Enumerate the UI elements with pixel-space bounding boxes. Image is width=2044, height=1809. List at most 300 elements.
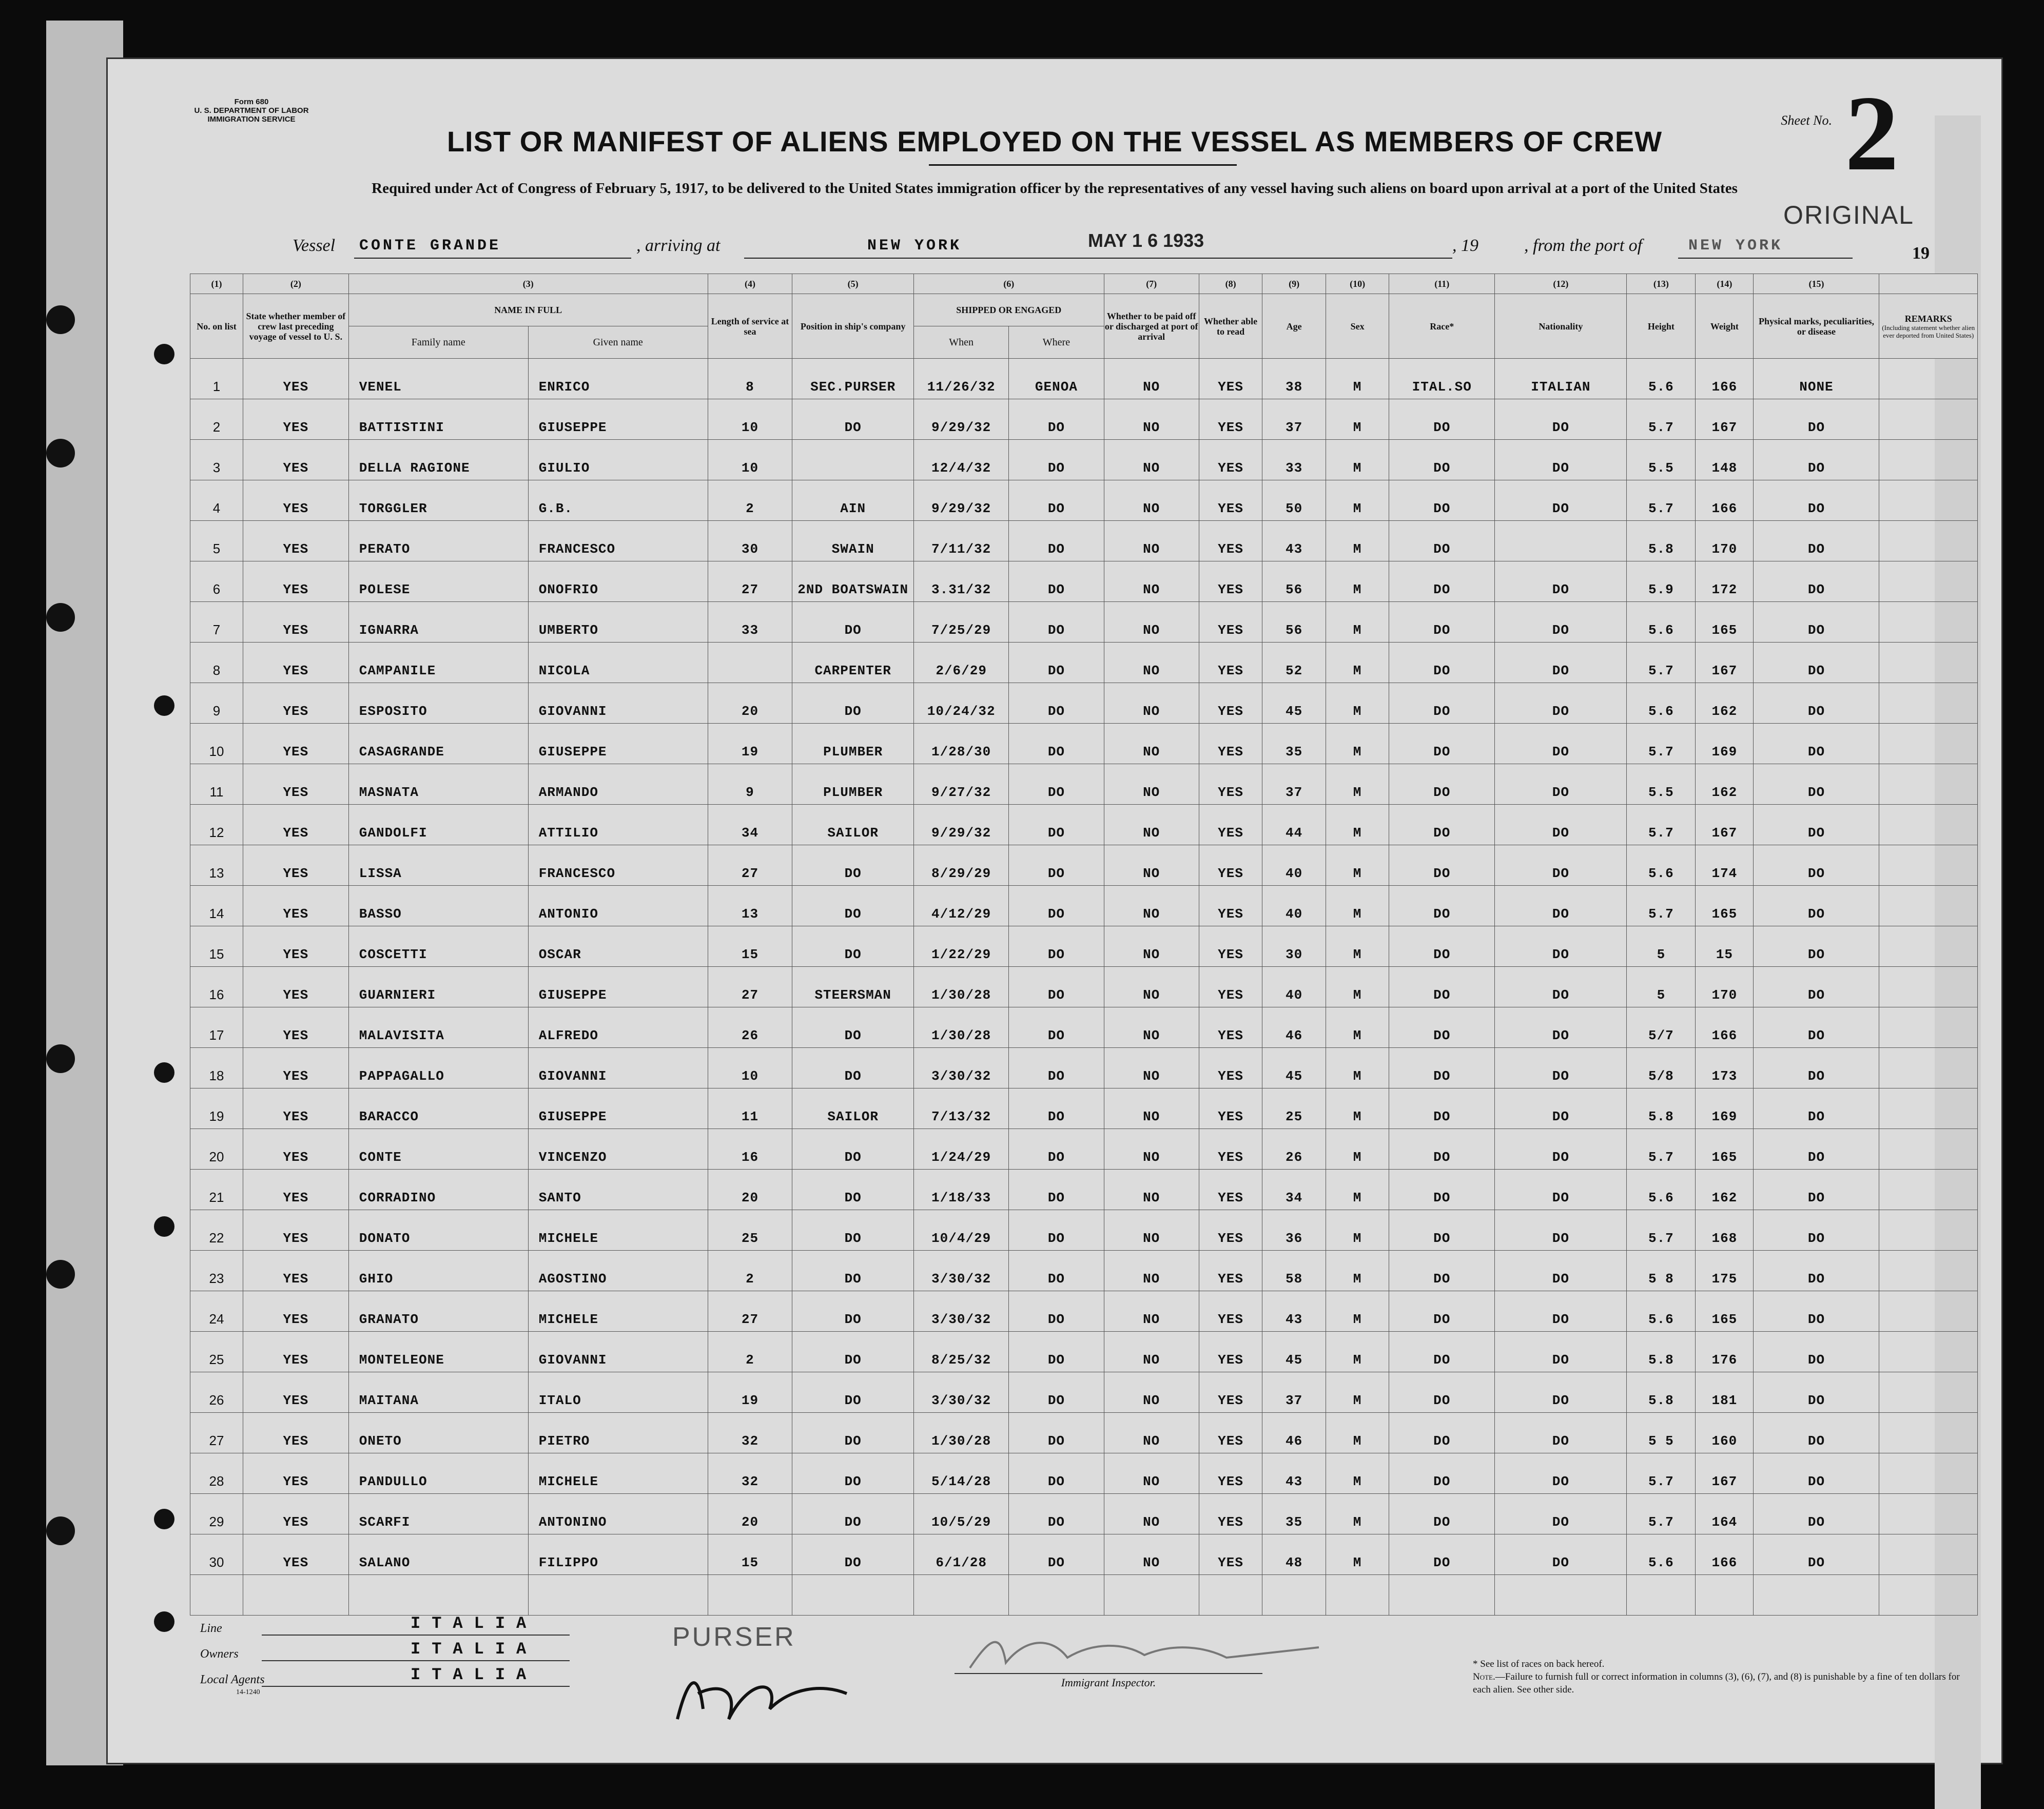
- shipped-when-cell: 4/12/29: [914, 886, 1009, 926]
- height-cell: 5: [1627, 926, 1696, 967]
- purser-stamp: PURSER: [672, 1622, 796, 1652]
- sex-cell: M: [1326, 1291, 1389, 1332]
- position-cell: DO: [792, 1453, 914, 1494]
- weight-cell: 169: [1696, 724, 1754, 764]
- shipped-where-cell: DO: [1009, 1007, 1104, 1048]
- remarks-cell: [1879, 1251, 1978, 1291]
- physical-marks-cell: DO: [1754, 521, 1879, 561]
- last-voyage-cell: YES: [243, 764, 348, 805]
- position-cell: CARPENTER: [792, 643, 914, 683]
- blank-cell: [1389, 1575, 1495, 1616]
- sex-cell: M: [1326, 561, 1389, 602]
- page-number: 19: [1912, 244, 1930, 263]
- weight-cell: 167: [1696, 399, 1754, 440]
- able-to-read-cell: YES: [1199, 602, 1262, 643]
- crew-manifest-table: [190, 274, 1978, 1616]
- physical-marks-cell: DO: [1754, 1088, 1879, 1129]
- header-where: Where: [1009, 326, 1104, 359]
- binder-hole: [154, 1509, 174, 1529]
- crew-rows: [190, 359, 1978, 1616]
- height-cell: 5 5: [1627, 1413, 1696, 1453]
- shipped-when-cell: 3/30/32: [914, 1048, 1009, 1088]
- length-of-service-cell: [708, 643, 792, 683]
- shipped-when-cell: 8/25/32: [914, 1332, 1009, 1372]
- position-cell: DO: [792, 1413, 914, 1453]
- weight-cell: 166: [1696, 1007, 1754, 1048]
- height-cell: 5 8: [1627, 1251, 1696, 1291]
- age-cell: 45: [1262, 683, 1326, 724]
- given-name-cell: AGOSTINO: [528, 1251, 708, 1291]
- race-cell: ITAL.SO: [1389, 359, 1495, 399]
- col-number: (10): [1326, 274, 1389, 294]
- remarks-cell: [1879, 399, 1978, 440]
- blank-row: [190, 1575, 1978, 1616]
- family-name-cell: CORRADINO: [348, 1170, 528, 1210]
- shipped-when-cell: 10/5/29: [914, 1494, 1009, 1534]
- length-of-service-cell: 11: [708, 1088, 792, 1129]
- physical-marks-cell: NONE: [1754, 359, 1879, 399]
- table-row: [190, 1534, 1978, 1575]
- table-row: [190, 1129, 1978, 1170]
- family-name-cell: MASNATA: [348, 764, 528, 805]
- table-row: [190, 1413, 1978, 1453]
- height-cell: 5.7: [1627, 643, 1696, 683]
- shipped-when-cell: 3/30/32: [914, 1251, 1009, 1291]
- shipped-when-cell: 7/13/32: [914, 1088, 1009, 1129]
- table-row: [190, 1251, 1978, 1291]
- remarks-cell: [1879, 886, 1978, 926]
- last-voyage-cell: YES: [243, 521, 348, 561]
- given-name-cell: ANTONINO: [528, 1494, 708, 1534]
- departure-port: NEW YORK: [1688, 237, 1783, 255]
- blank-cell: [348, 1575, 528, 1616]
- given-name-cell: MICHELE: [528, 1291, 708, 1332]
- arriving-port: NEW YORK: [867, 237, 962, 255]
- age-cell: 25: [1262, 1088, 1326, 1129]
- height-cell: 5.7: [1627, 1453, 1696, 1494]
- able-to-read-cell: YES: [1199, 1453, 1262, 1494]
- height-cell: 5.7: [1627, 886, 1696, 926]
- length-of-service-cell: 2: [708, 1251, 792, 1291]
- port-label: , from the port of: [1524, 236, 1643, 255]
- able-to-read-cell: YES: [1199, 683, 1262, 724]
- weight-cell: 165: [1696, 1129, 1754, 1170]
- paid-off-cell: NO: [1104, 440, 1199, 480]
- weight-cell: 15: [1696, 926, 1754, 967]
- race-cell: DO: [1389, 1210, 1495, 1251]
- height-cell: 5.7: [1627, 1494, 1696, 1534]
- line-label: Line: [200, 1622, 222, 1635]
- shipped-where-cell: DO: [1009, 1251, 1104, 1291]
- race-cell: DO: [1389, 1453, 1495, 1494]
- family-name-cell: GRANATO: [348, 1291, 528, 1332]
- last-voyage-cell: YES: [243, 359, 348, 399]
- last-voyage-cell: YES: [243, 967, 348, 1007]
- last-voyage-cell: YES: [243, 561, 348, 602]
- table-row: [190, 1007, 1978, 1048]
- shipped-where-cell: DO: [1009, 1291, 1104, 1332]
- age-cell: 33: [1262, 440, 1326, 480]
- physical-marks-cell: DO: [1754, 886, 1879, 926]
- manifest-footer: [108, 1611, 2001, 1755]
- nationality-cell: DO: [1495, 886, 1627, 926]
- length-of-service-cell: 13: [708, 886, 792, 926]
- given-name-cell: ONOFRIO: [528, 561, 708, 602]
- header-race: Race*: [1389, 294, 1495, 359]
- line-number: 21: [190, 1170, 243, 1210]
- race-cell: DO: [1389, 521, 1495, 561]
- length-of-service-cell: 15: [708, 1534, 792, 1575]
- binder-hole: [154, 1062, 174, 1083]
- nationality-cell: DO: [1495, 764, 1627, 805]
- race-cell: DO: [1389, 1413, 1495, 1453]
- table-row: [190, 561, 1978, 602]
- remarks-cell: [1879, 1332, 1978, 1372]
- table-row: [190, 480, 1978, 521]
- nationality-cell: DO: [1495, 683, 1627, 724]
- race-cell: DO: [1389, 764, 1495, 805]
- shipped-where-cell: DO: [1009, 1413, 1104, 1453]
- shipped-where-cell: GENOA: [1009, 359, 1104, 399]
- age-cell: 56: [1262, 561, 1326, 602]
- paid-off-cell: NO: [1104, 1453, 1199, 1494]
- age-cell: 37: [1262, 1372, 1326, 1413]
- given-name-cell: GIUSEPPE: [528, 724, 708, 764]
- shipped-when-cell: 10/24/32: [914, 683, 1009, 724]
- table-row: [190, 886, 1978, 926]
- table-row: [190, 845, 1978, 886]
- race-cell: DO: [1389, 480, 1495, 521]
- able-to-read-cell: YES: [1199, 1088, 1262, 1129]
- race-cell: DO: [1389, 805, 1495, 845]
- able-to-read-cell: YES: [1199, 1048, 1262, 1088]
- vessel-label: Vessel: [293, 236, 336, 255]
- family-name-cell: LISSA: [348, 845, 528, 886]
- remarks-cell: [1879, 724, 1978, 764]
- length-of-service-cell: 2: [708, 1332, 792, 1372]
- shipped-when-cell: 1/18/33: [914, 1170, 1009, 1210]
- paid-off-cell: NO: [1104, 1534, 1199, 1575]
- paid-off-cell: NO: [1104, 602, 1199, 643]
- blank-cell: [1879, 1575, 1978, 1616]
- length-of-service-cell: 2: [708, 480, 792, 521]
- shipped-when-cell: 1/30/28: [914, 1413, 1009, 1453]
- blank-cell: [1104, 1575, 1199, 1616]
- shipped-when-cell: 12/4/32: [914, 440, 1009, 480]
- paid-off-cell: NO: [1104, 1494, 1199, 1534]
- position-cell: DO: [792, 602, 914, 643]
- blank-cell: [1326, 1575, 1389, 1616]
- note-prefix: Note.: [1473, 1671, 1495, 1682]
- last-voyage-cell: YES: [243, 1453, 348, 1494]
- position-cell: DO: [792, 1210, 914, 1251]
- weight-cell: 170: [1696, 967, 1754, 1007]
- weight-cell: 167: [1696, 643, 1754, 683]
- family-name-cell: BARACCO: [348, 1088, 528, 1129]
- given-name-cell: ALFREDO: [528, 1007, 708, 1048]
- blank-cell: [1696, 1575, 1754, 1616]
- sex-cell: M: [1326, 1332, 1389, 1372]
- race-cell: DO: [1389, 561, 1495, 602]
- col-number: (12): [1495, 274, 1627, 294]
- given-name-cell: OSCAR: [528, 926, 708, 967]
- nationality-cell: DO: [1495, 1251, 1627, 1291]
- nationality-cell: DO: [1495, 1007, 1627, 1048]
- shipped-when-cell: 1/28/30: [914, 724, 1009, 764]
- paid-off-cell: NO: [1104, 399, 1199, 440]
- last-voyage-cell: YES: [243, 1170, 348, 1210]
- table-row: [190, 1453, 1978, 1494]
- sex-cell: M: [1326, 926, 1389, 967]
- line-number: 20: [190, 1129, 243, 1170]
- header-no-on-list: No. on list: [190, 294, 243, 359]
- line-number: 26: [190, 1372, 243, 1413]
- position-cell: DO: [792, 399, 914, 440]
- table-row: [190, 521, 1978, 561]
- given-name-cell: PIETRO: [528, 1413, 708, 1453]
- table-row: [190, 1291, 1978, 1332]
- able-to-read-cell: YES: [1199, 1007, 1262, 1048]
- last-voyage-cell: YES: [243, 1291, 348, 1332]
- weight-cell: 165: [1696, 886, 1754, 926]
- nationality-cell: DO: [1495, 1291, 1627, 1332]
- race-cell: DO: [1389, 1332, 1495, 1372]
- blank-cell: [1199, 1575, 1262, 1616]
- remarks-cell: [1879, 1210, 1978, 1251]
- line-number: 25: [190, 1332, 243, 1372]
- length-of-service-cell: 25: [708, 1210, 792, 1251]
- given-name-cell: GIOVANNI: [528, 1048, 708, 1088]
- shipped-when-cell: 6/1/28: [914, 1534, 1009, 1575]
- date-stamp: MAY 1 6 1933: [1088, 230, 1204, 251]
- race-note: * See list of races on back hereof.: [1473, 1659, 1605, 1669]
- binder-hole: [46, 439, 75, 468]
- blank-cell: [1262, 1575, 1326, 1616]
- paid-off-cell: NO: [1104, 724, 1199, 764]
- paid-off-cell: NO: [1104, 1170, 1199, 1210]
- weight-cell: 164: [1696, 1494, 1754, 1534]
- sex-cell: M: [1326, 1129, 1389, 1170]
- weight-cell: 172: [1696, 561, 1754, 602]
- line-number: 6: [190, 561, 243, 602]
- header-remarks: [1879, 294, 1978, 359]
- shipped-where-cell: DO: [1009, 1048, 1104, 1088]
- header-nationality: Nationality: [1495, 294, 1627, 359]
- family-name-cell: CASAGRANDE: [348, 724, 528, 764]
- last-voyage-cell: YES: [243, 1251, 348, 1291]
- table-row: [190, 359, 1978, 399]
- age-cell: 26: [1262, 1129, 1326, 1170]
- nationality-cell: DO: [1495, 1210, 1627, 1251]
- binder-hole: [46, 305, 75, 334]
- age-cell: 52: [1262, 643, 1326, 683]
- blank-cell: [1009, 1575, 1104, 1616]
- nationality-cell: DO: [1495, 1413, 1627, 1453]
- height-cell: 5: [1627, 967, 1696, 1007]
- physical-marks-cell: DO: [1754, 440, 1879, 480]
- given-name-cell: GIUSEPPE: [528, 399, 708, 440]
- shipped-where-cell: DO: [1009, 724, 1104, 764]
- inspector-signature: [960, 1627, 1329, 1678]
- sex-cell: M: [1326, 1534, 1389, 1575]
- height-cell: 5/7: [1627, 1007, 1696, 1048]
- weight-cell: 165: [1696, 1291, 1754, 1332]
- last-voyage-cell: YES: [243, 1332, 348, 1372]
- race-cell: DO: [1389, 1048, 1495, 1088]
- race-cell: DO: [1389, 602, 1495, 643]
- age-cell: 58: [1262, 1251, 1326, 1291]
- shipped-where-cell: DO: [1009, 440, 1104, 480]
- last-voyage-cell: YES: [243, 886, 348, 926]
- nationality-cell: DO: [1495, 1088, 1627, 1129]
- given-name-cell: ITALO: [528, 1372, 708, 1413]
- footer-note: [1473, 1658, 1965, 1696]
- last-voyage-cell: YES: [243, 440, 348, 480]
- remarks-note: (Including statement whether alien ever deported from United States): [1882, 323, 1975, 339]
- table-row: [190, 399, 1978, 440]
- family-name-cell: ONETO: [348, 1413, 528, 1453]
- shipped-where-cell: DO: [1009, 1534, 1104, 1575]
- paid-off-cell: NO: [1104, 643, 1199, 683]
- given-name-cell: G.B.: [528, 480, 708, 521]
- line-number: 23: [190, 1251, 243, 1291]
- race-cell: DO: [1389, 1129, 1495, 1170]
- table-row: [190, 1332, 1978, 1372]
- sex-cell: M: [1326, 1210, 1389, 1251]
- physical-marks-cell: DO: [1754, 764, 1879, 805]
- position-cell: DO: [792, 1170, 914, 1210]
- able-to-read-cell: YES: [1199, 1170, 1262, 1210]
- family-name-cell: MAITANA: [348, 1372, 528, 1413]
- col-number: (1): [190, 274, 243, 294]
- shipped-when-cell: 1/30/28: [914, 1007, 1009, 1048]
- family-name-cell: MALAVISITA: [348, 1007, 528, 1048]
- given-name-cell: FILIPPO: [528, 1534, 708, 1575]
- sex-cell: M: [1326, 967, 1389, 1007]
- able-to-read-cell: YES: [1199, 643, 1262, 683]
- position-cell: PLUMBER: [792, 724, 914, 764]
- header-paid-off: Whether to be paid off or discharged at port of arrival: [1104, 294, 1199, 359]
- able-to-read-cell: YES: [1199, 1534, 1262, 1575]
- shipped-where-cell: DO: [1009, 602, 1104, 643]
- col-number: (4): [708, 274, 792, 294]
- table-row: [190, 967, 1978, 1007]
- remarks-cell: [1879, 967, 1978, 1007]
- header-able-to-read: Whether able to read: [1199, 294, 1262, 359]
- shipped-when-cell: 7/25/29: [914, 602, 1009, 643]
- length-of-service-cell: 27: [708, 1291, 792, 1332]
- physical-marks-cell: DO: [1754, 1332, 1879, 1372]
- paid-off-cell: NO: [1104, 1048, 1199, 1088]
- line-number: 1: [190, 359, 243, 399]
- column-number-row: [190, 274, 1978, 294]
- race-cell: DO: [1389, 1291, 1495, 1332]
- col-number: (11): [1389, 274, 1495, 294]
- last-voyage-cell: YES: [243, 1534, 348, 1575]
- line-number: 19: [190, 1088, 243, 1129]
- race-cell: DO: [1389, 1007, 1495, 1048]
- physical-marks-cell: DO: [1754, 399, 1879, 440]
- length-of-service-cell: 8: [708, 359, 792, 399]
- height-cell: 5/8: [1627, 1048, 1696, 1088]
- given-name-cell: MICHELE: [528, 1453, 708, 1494]
- length-of-service-cell: 27: [708, 845, 792, 886]
- able-to-read-cell: YES: [1199, 1291, 1262, 1332]
- length-of-service-cell: 20: [708, 683, 792, 724]
- length-of-service-cell: 27: [708, 967, 792, 1007]
- physical-marks-cell: DO: [1754, 805, 1879, 845]
- paid-off-cell: NO: [1104, 845, 1199, 886]
- table-row: [190, 1048, 1978, 1088]
- age-cell: 46: [1262, 1413, 1326, 1453]
- given-name-cell: VINCENZO: [528, 1129, 708, 1170]
- family-name-cell: DONATO: [348, 1210, 528, 1251]
- length-of-service-cell: 34: [708, 805, 792, 845]
- paid-off-cell: NO: [1104, 1007, 1199, 1048]
- arriving-label: , arriving at: [636, 236, 721, 255]
- shipped-when-cell: 8/29/29: [914, 845, 1009, 886]
- binder-hole: [46, 1044, 75, 1073]
- sheet-number: 2: [1845, 74, 1899, 193]
- family-name-cell: GHIO: [348, 1251, 528, 1291]
- line-number: 18: [190, 1048, 243, 1088]
- family-name-cell: IGNARRA: [348, 602, 528, 643]
- family-name-cell: TORGGLER: [348, 480, 528, 521]
- family-name-cell: PAPPAGALLO: [348, 1048, 528, 1088]
- age-cell: 40: [1262, 845, 1326, 886]
- nationality-cell: DO: [1495, 561, 1627, 602]
- position-cell: DO: [792, 1129, 914, 1170]
- paid-off-cell: NO: [1104, 359, 1199, 399]
- weight-cell: 166: [1696, 359, 1754, 399]
- blank-cell: [792, 1575, 914, 1616]
- physical-marks-cell: DO: [1754, 643, 1879, 683]
- height-cell: 5.8: [1627, 521, 1696, 561]
- col-number: (7): [1104, 274, 1199, 294]
- col-number: (6): [914, 274, 1104, 294]
- given-name-cell: GIOVANNI: [528, 683, 708, 724]
- physical-marks-cell: DO: [1754, 1453, 1879, 1494]
- able-to-read-cell: YES: [1199, 359, 1262, 399]
- blank-cell: [914, 1575, 1009, 1616]
- position-cell: DO: [792, 926, 914, 967]
- nationality-cell: DO: [1495, 1332, 1627, 1372]
- sex-cell: M: [1326, 764, 1389, 805]
- note-text: —Failure to furnish full or correct information in columns (3), (6), (7), and (8) is punishable by a fine of ten dollars for each alien. See other side.: [1473, 1671, 1960, 1695]
- remarks-cell: [1879, 1088, 1978, 1129]
- shipped-where-cell: DO: [1009, 480, 1104, 521]
- remarks-cell: [1879, 1170, 1978, 1210]
- able-to-read-cell: YES: [1199, 1372, 1262, 1413]
- paid-off-cell: NO: [1104, 967, 1199, 1007]
- table-row: [190, 1210, 1978, 1251]
- shipped-when-cell: 1/30/28: [914, 967, 1009, 1007]
- owners-label: Owners: [200, 1647, 239, 1661]
- position-cell: SAILOR: [792, 1088, 914, 1129]
- remarks-cell: [1879, 1007, 1978, 1048]
- family-name-cell: BATTISTINI: [348, 399, 528, 440]
- line-number: 12: [190, 805, 243, 845]
- line-number: 10: [190, 724, 243, 764]
- binder-hole: [154, 1216, 174, 1237]
- weight-cell: 173: [1696, 1048, 1754, 1088]
- binder-hole: [46, 1260, 75, 1289]
- remarks-cell: [1879, 1372, 1978, 1413]
- nationality-cell: DO: [1495, 845, 1627, 886]
- age-cell: 30: [1262, 926, 1326, 967]
- position-cell: SEC.PURSER: [792, 359, 914, 399]
- paid-off-cell: NO: [1104, 561, 1199, 602]
